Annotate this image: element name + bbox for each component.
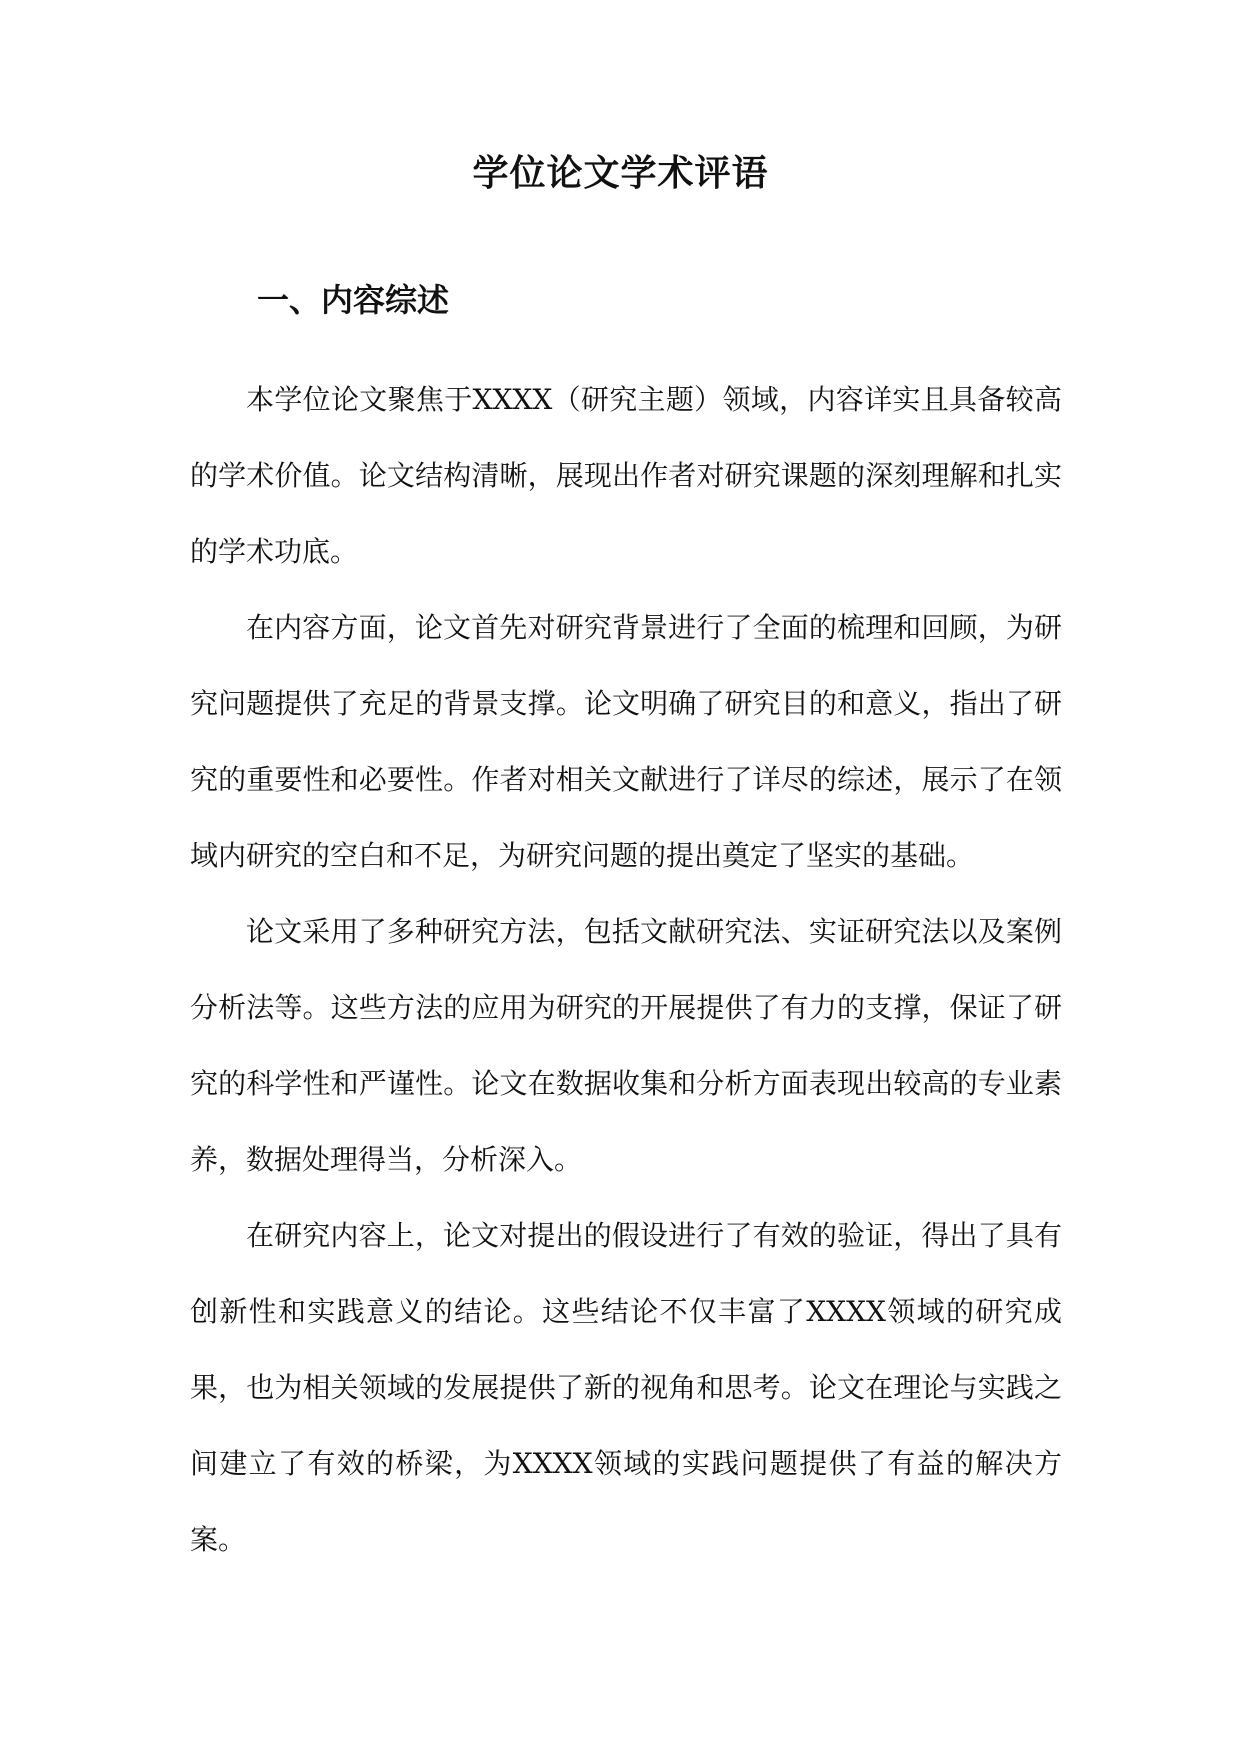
paragraph-findings: 在研究内容上，论文对提出的假设进行了有效的验证，得出了具有创新性和实践意义的结论。这些结论不仅丰富了XXXX领域的研究成果，也为相关领域的发展提供了新的视角和思考。论文在理论与实践之间建立了有效的桥梁，为XXXX领域的实践问题提供了有益的解决方案。: [190, 1219, 1062, 1556]
section-heading-content-summary: 一、内容综述: [257, 281, 450, 319]
paragraph-content: 在内容方面，论文首先对研究背景进行了全面的梳理和回顾，为研究问题提供了充足的背景支撑。论文明确了研究目的和意义，指出了研究的重要性和必要性。作者对相关文献进行了详尽的综述，展示了在领域内研究的空白和不足，为研究问题的提出奠定了坚实的基础。: [190, 611, 1062, 872]
paragraph-methods: 论文采用了多种研究方法，包括文献研究法、实证研究法以及案例分析法等。这些方法的应用为研究的开展提供了有力的支撑，保证了研究的科学性和严谨性。论文在数据收集和分析方面表现出较高的专业素养，数据处理得当，分析深入。: [190, 915, 1062, 1176]
body-text: [190, 362, 1062, 1578]
document-title: 学位论文学术评语: [472, 153, 769, 194]
paragraph-overview: 本学位论文聚焦于XXXX（研究主题）领域，内容详实且具备较高的学术价值。论文结构清晰，展现出作者对研究课题的深刻理解和扎实的学术功底。: [190, 383, 1062, 568]
